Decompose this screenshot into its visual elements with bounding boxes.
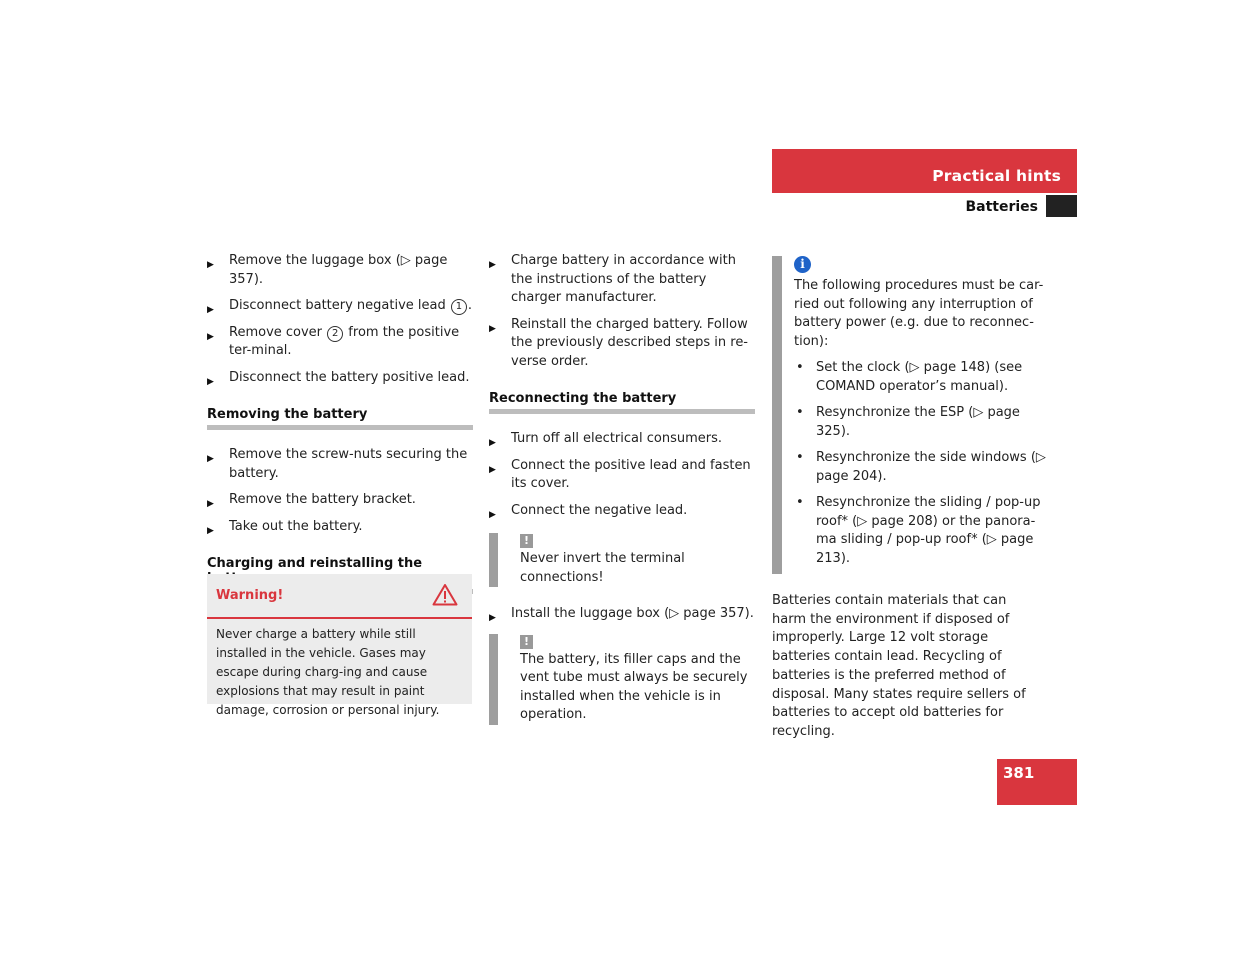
info-intro: The following procedures must be car-ried out following any interruption of battery power (e.g. due to reconnec-tion):: [794, 278, 1044, 349]
step-item: ▶ Connect the positive lead and fasten its cover.: [489, 457, 751, 491]
step-item: ▶ Remove the screw-nuts securing the battery.: [207, 447, 468, 481]
bullet-dot-icon: •: [796, 405, 804, 420]
section-subtitle-bar: [772, 195, 1046, 217]
exclamation-icon: !: [520, 534, 533, 548]
step-item: ▶ Take out the battery.: [207, 518, 473, 537]
warning-text: Never charge a battery while still installed in the vehicle. Gases may escape during charg-ing and cause explosions that may result in paint damage, corrosion or personal injury.: [216, 627, 440, 717]
list-item: • Resynchronize the side windows (▷ page 204).: [796, 450, 1046, 484]
disposal-paragraph: Batteries contain materials that can harm the environment if disposed of improperly. Large 12 volt storage batteries contain lead. Recycling of batteries is the preferred method of disposal. Many states require sellers of batteries to accept old batteries for recycling.: [772, 593, 1026, 739]
caution-note: [489, 533, 755, 587]
header-banner: [772, 149, 1077, 193]
info-icon: i: [794, 256, 811, 273]
page-number-tab: [997, 759, 1077, 805]
list-item: • Resynchronize the ESP (▷ page 325).: [796, 405, 1020, 439]
arrow-bullet-icon: ▶: [489, 323, 496, 334]
arrow-bullet-icon: ▶: [489, 438, 496, 448]
section-heading-removing: Removing the battery: [207, 407, 473, 430]
step-item: ▶ Remove cover 2 from the positive ter-minal.: [207, 324, 460, 358]
caution-note: [489, 634, 755, 725]
exclamation-icon: !: [520, 635, 533, 649]
step-item: ▶ Disconnect the battery positive lead.: [207, 369, 473, 388]
arrow-bullet-icon: ▶: [207, 331, 214, 342]
bullet-dot-icon: •: [796, 360, 804, 375]
column-2: [489, 252, 755, 725]
step-item: ▶ Disconnect battery negative lead 1 .: [207, 297, 473, 316]
warning-title: Warning!: [216, 588, 284, 603]
arrow-bullet-icon: ▶: [489, 260, 496, 270]
bullet-dot-icon: •: [796, 495, 804, 510]
arrow-bullet-icon: ▶: [207, 376, 214, 387]
arrow-bullet-icon: ▶: [207, 305, 214, 315]
arrow-bullet-icon: ▶: [489, 509, 496, 520]
list-item: • Resynchronize the sliding / pop-up roof* (▷ page 208) or the panora-ma sliding / pop-up roof* (▷ page 213).: [796, 495, 1041, 566]
warning-box: [207, 574, 472, 717]
arrow-bullet-icon: ▶: [207, 260, 214, 270]
chapter-title: Practical hints: [932, 167, 1061, 185]
info-box: [772, 256, 1048, 574]
section-heading-charging: Charging and reinstalling the: [207, 556, 473, 594]
arrow-bullet-icon: ▶: [207, 454, 214, 464]
step-item: ▶ Install the luggage box (▷ page 357).: [489, 605, 755, 624]
arrow-bullet-icon: ▶: [207, 525, 214, 536]
warning-triangle-icon: [432, 583, 458, 606]
caution-text: The battery, its filler caps and the vent tube must always be securely installed when the vehicle is in operation.: [520, 651, 748, 722]
callout-number-icon: 1: [451, 299, 467, 315]
step-item: ▶ Remove the luggage box (▷ page 357).: [207, 253, 448, 287]
arrow-bullet-icon: ▶: [489, 613, 496, 623]
list-item: • Set the clock (▷ page 148) (see COMAND operator’s manual).: [796, 360, 1023, 394]
step-item: ▶ Connect the negative lead.: [489, 502, 755, 521]
callout-number-icon: 2: [327, 326, 343, 342]
arrow-bullet-icon: ▶: [489, 464, 496, 475]
warning-header: [207, 574, 472, 619]
step-item: ▶ Charge battery in accordance with the instructions of the battery charger manufacturer.: [489, 253, 736, 305]
bullet-dot-icon: •: [796, 450, 804, 465]
caution-text: Never invert the terminal connections!: [520, 551, 685, 585]
column-1: [207, 252, 473, 610]
arrow-bullet-icon: ▶: [207, 499, 214, 509]
section-subtitle: Batteries: [965, 199, 1038, 215]
section-heading-reconnecting: Reconnecting the battery: [489, 391, 755, 414]
step-item: ▶ Reinstall the charged battery. Follow the previously described steps in re-verse order.: [489, 316, 749, 369]
step-item: ▶ Turn off all electrical consumers.: [489, 430, 755, 449]
header-tab-marker: [1046, 195, 1077, 217]
step-item: ▶ Remove the battery bracket.: [207, 491, 473, 510]
page-number: 381: [1003, 764, 1035, 782]
